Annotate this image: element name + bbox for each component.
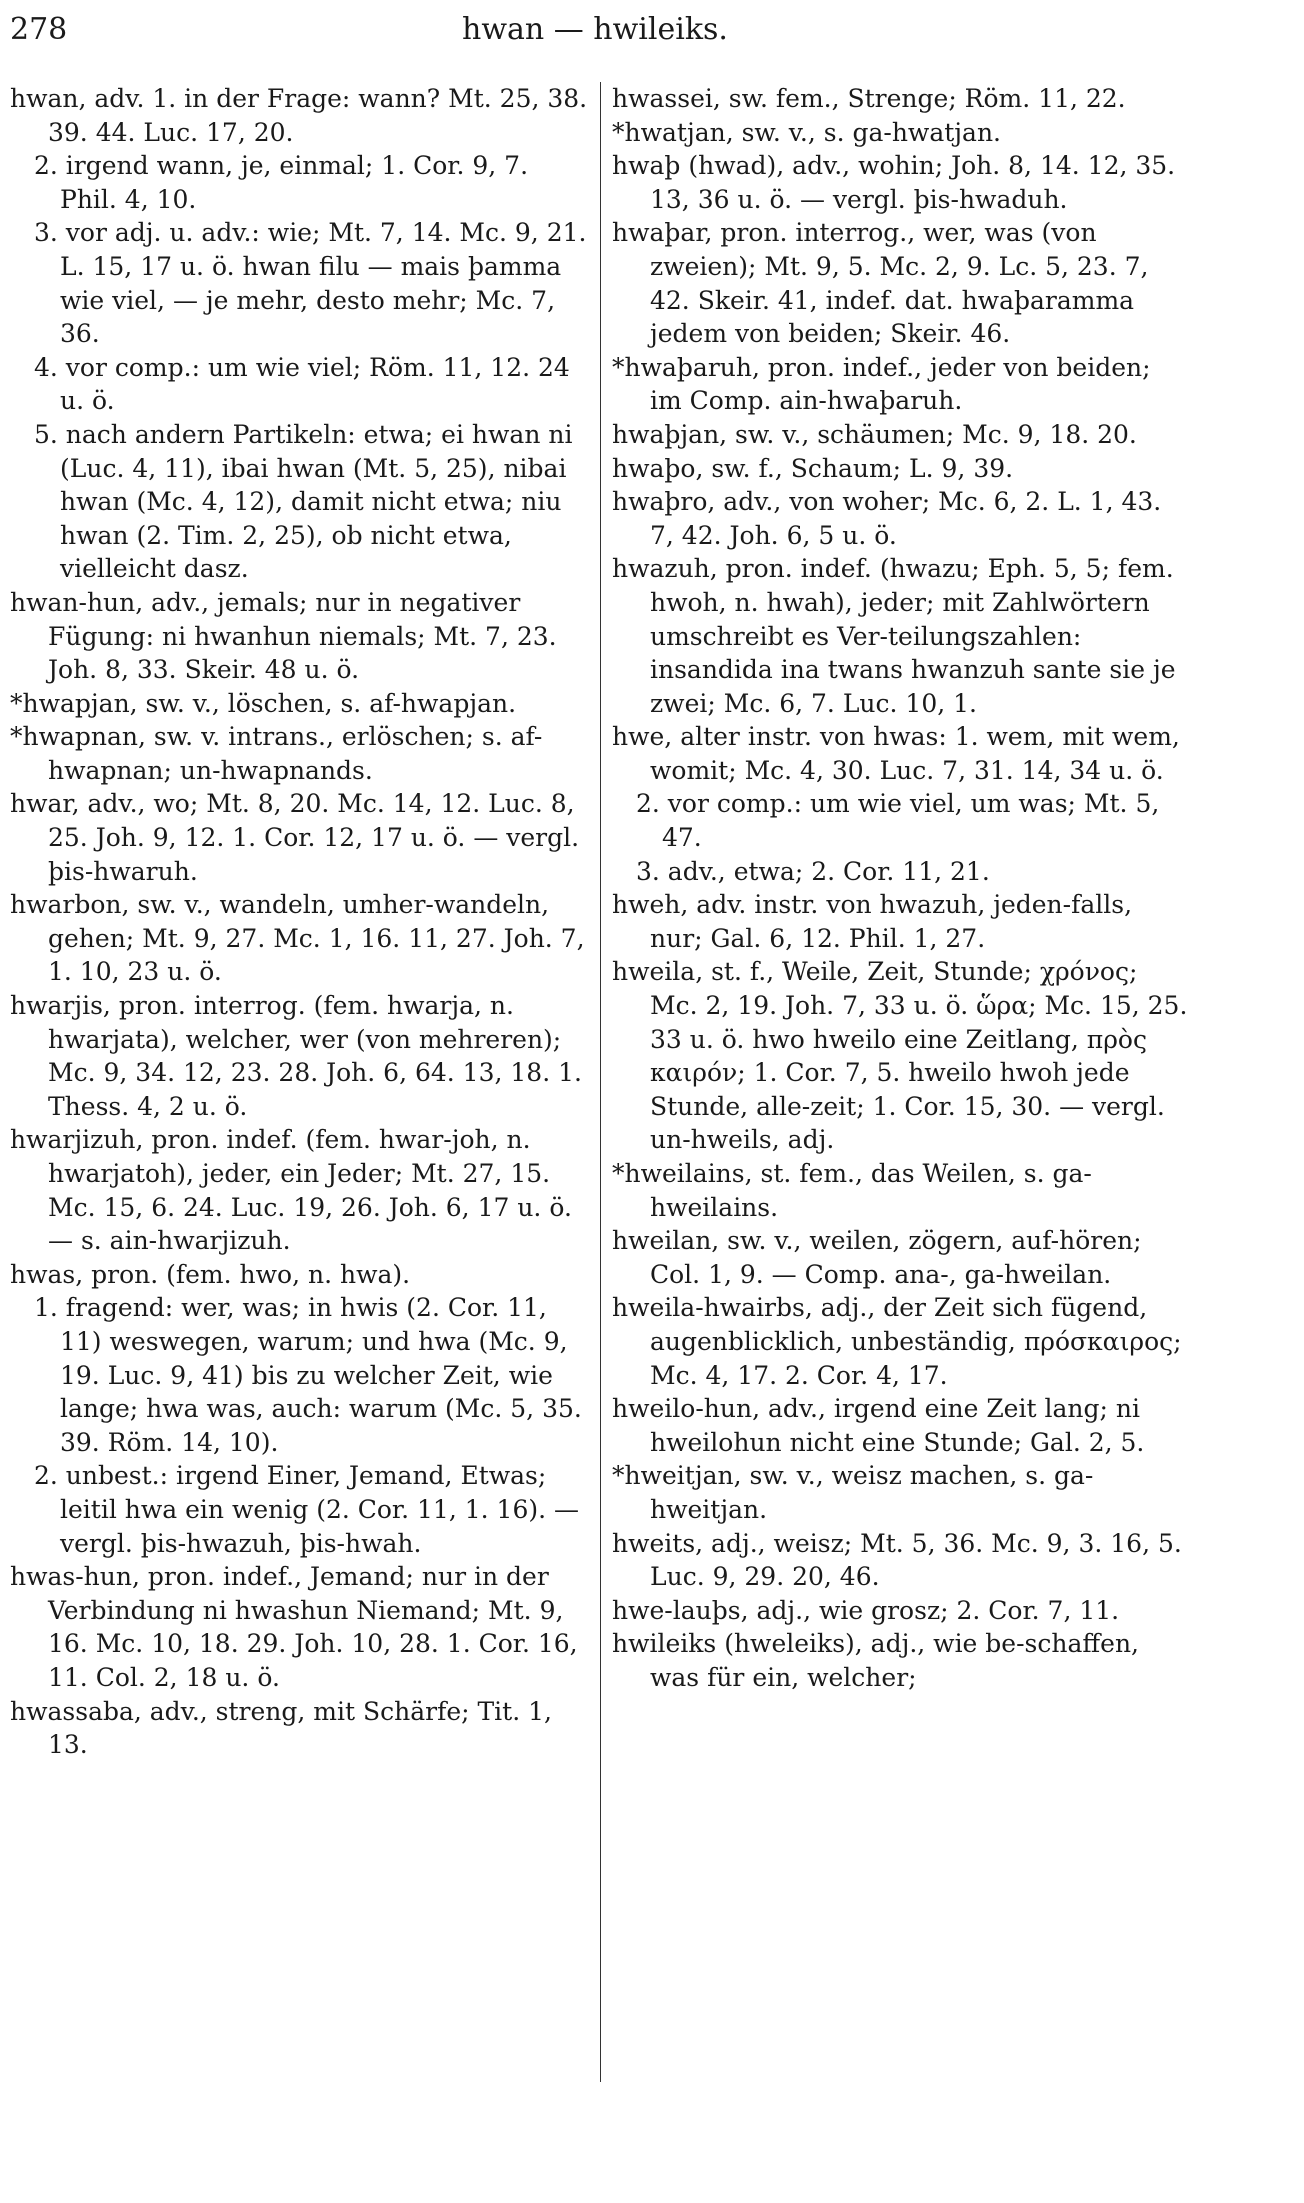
sense-item: 2. irgend wann, je, einmal; 1. Cor. 9, 7. Phil. 4, 10. (34, 151, 529, 214)
dictionary-entry: *hwapnan, sw. v. intrans., erlöschen; s. af-hwapnan; un-hwapnands. (10, 722, 543, 785)
dictionary-entry: hweits, adj., weisz; Mt. 5, 36. Mc. 9, 3. 16, 5. Luc. 9, 29. 20, 46. (612, 1528, 1182, 1592)
dictionary-entry: hwe, alter instr. von hwas: 1. wem, mit wem, womit; Mc. 4, 30. Luc. 7, 31. 14, 34 u. ö. (612, 722, 1180, 785)
dictionary-entry: hwassaba, adv., streng, mit Schärfe; Tit. 1, 13. (10, 1696, 552, 1760)
dictionary-entry: *hwatjan, sw. v., s. ga-hwatjan. (612, 117, 1001, 147)
dictionary-entry: hweila-hwairbs, adj., der Zeit sich fügend, augenblicklich, unbeständig, πρόσκαιρος; Mc. 4, 17. 2. Cor. 4, 17. (612, 1293, 1182, 1390)
dictionary-entry: hweh, adv. instr. von hwazuh, jeden-falls, nur; Gal. 6, 12. Phil. 1, 27. (612, 890, 1133, 953)
dictionary-entry: hwaþar, pron. interrog., wer, was (von zweien); Mt. 9, 5. Mc. 2, 9. Lc. 5, 23. 7, 42. Skeir. 41, indef. dat. hwaþaramma jedem von beiden; Skeir. 46. (612, 218, 1149, 349)
dictionary-entry: hwas-hun, pron. indef., Jemand; nur in der Verbindung ni hwashun Niemand; Mt. 9, 16. Mc. 10, 18. 29. Joh. 10, 28. 1. Cor. 16, 11. Col. 2, 18 u. ö. (10, 1562, 578, 1692)
sense-item: 2. vor comp.: um wie viel, um was; Mt. 5, 47. (636, 789, 1160, 853)
dictionary-entry: *hwaþaruh, pron. indef., jeder von beiden; im Comp. ain-hwaþaruh. (612, 352, 1151, 416)
dictionary-entry: hwe-lauþs, adj., wie grosz; 2. Cor. 7, 11. (612, 1595, 1120, 1625)
page-header (10, 8, 1180, 58)
dictionary-entry: hwan, adv. 1. in der Frage: wann? Mt. 25, 38. 39. 44. Luc. 17, 20. (10, 84, 588, 147)
dictionary-entry: hwaþro, adv., von woher; Mc. 6, 2. L. 1, 43. 7, 42. Joh. 6, 5 u. ö. (612, 487, 1162, 550)
dictionary-entry: hwar, adv., wo; Mt. 8, 20. Mc. 14, 12. Luc. 8, 25. Joh. 9, 12. 1. Cor. 12, 17 u. ö. — vergl. þis-hwaruh. (10, 789, 580, 886)
sense-item: 5. nach andern Partikeln: etwa; ei hwan ni (Luc. 4, 11), ibai hwan (Mt. 5, 25), nibai hwan (Mc. 4, 12), damit nicht etwa; niu hwan (2. Tim. 2, 25), ob nicht etwa, vielleicht dasz. (34, 419, 573, 584)
dictionary-entry: hweilo-hun, adv., irgend eine Zeit lang; ni hweilohun nicht eine Stunde; Gal. 2, 5. (612, 1394, 1145, 1457)
column-divider (600, 82, 601, 2082)
dictionary-entry: hweila, st. f., Weile, Zeit, Stunde; χρόνος; Mc. 2, 19. Joh. 7, 33 u. ö. ὥρα; Mc. 15, 25. 33 u. ö. hwo hweilo eine Zeitlang, πρὸς καιρόν; 1. Cor. 7, 5. hweilo hwoh jede Stunde, alle-zeit; 1. Cor. 15, 30. — vergl. un-hweils, adj. (612, 957, 1188, 1155)
dictionary-entry: hwaþo, sw. f., Schaum; L. 9, 39. (612, 453, 1014, 483)
dictionary-entry: hwas, pron. (fem. hwo, n. hwa). (10, 1259, 411, 1289)
dictionary-entry: hweilan, sw. v., weilen, zögern, auf-hören; Col. 1, 9. — Comp. ana-, ga-hweilan. (612, 1226, 1142, 1289)
dictionary-entry: hwarjis, pron. interrog. (fem. hwarja, n. hwarjata), welcher, wer (von mehreren); Mc. 9, 34. 12, 23. 28. Joh. 6, 64. 13, 18. 1. Thess. 4, 2 u. ö. (10, 991, 582, 1121)
sense-item: 3. vor adj. u. adv.: wie; Mt. 7, 14. Mc. 9, 21. L. 15, 17 u. ö. hwan filu — mais þamma wie viel, — je mehr, desto mehr; Mc. 7, 36. (34, 218, 587, 349)
dictionary-entry: hwarbon, sw. v., wandeln, umher-wandeln, gehen; Mt. 9, 27. Mc. 1, 16. 11, 27. Joh. 7, 1. 10, 23 u. ö. (10, 890, 585, 987)
dictionary-entry: hwileiks (hweleiks), adj., wie be-schaffen, was für ein, welcher; (612, 1629, 1139, 1692)
dictionary-entry: *hweilains, st. fem., das Weilen, s. ga-hweilains. (612, 1159, 1092, 1222)
dictionary-entry: *hweitjan, sw. v., weisz machen, s. ga-hweitjan. (612, 1461, 1094, 1524)
dictionary-entry: hwaþjan, sw. v., schäumen; Mc. 9, 18. 20. (612, 419, 1137, 449)
sense-item: 1. fragend: wer, was; in hwis (2. Cor. 11, 11) weswegen, warum; und hwa (Mc. 9, 19. Luc. 9, 41) bis zu welcher Zeit, wie lange; hwa was, auch: warum (Mc. 5, 35. 39. Röm. 14, 10). (34, 1293, 582, 1457)
dictionary-entry: *hwapjan, sw. v., löschen, s. af-hwapjan. (10, 688, 517, 718)
running-title: hwan — hwileiks. (462, 12, 728, 47)
sense-item: 2. unbest.: irgend Einer, Jemand, Etwas; leitil hwa ein wenig (2. Cor. 11, 1. 16). — vergl. þis-hwazuh, þis-hwah. (34, 1461, 579, 1558)
sense-item: 4. vor comp.: um wie viel; Röm. 11, 12. 24 u. ö. (34, 352, 570, 416)
dictionary-entry: hwan-hun, adv., jemals; nur in negativer Fügung: ni hwanhun niemals; Mt. 7, 23. Joh. 8, 33. Skeir. 48 u. ö. (10, 587, 557, 685)
right-column (612, 82, 1190, 1695)
dictionary-entry: hwassei, sw. fem., Strenge; Röm. 11, 22. (612, 84, 1126, 113)
dictionary-entry: hwaþ (hwad), adv., wohin; Joh. 8, 14. 12, 35. 13, 36 u. ö. — vergl. þis-hwaduh. (612, 151, 1176, 214)
page-number: 278 (10, 12, 68, 47)
dictionary-entry: hwarjizuh, pron. indef. (fem. hwar-joh, n. hwarjatoh), jeder, ein Jeder; Mt. 27, 15. Mc. 15, 6. 24. Luc. 19, 26. Joh. 6, 17 u. ö. — s. ain-hwarjizuh. (10, 1125, 572, 1256)
dictionary-entry: hwazuh, pron. indef. (hwazu; Eph. 5, 5; fem. hwoh, n. hwah), jeder; mit Zahlwörtern umschreibt es Ver-teilungszahlen: insandida ina twans hwanzuh sante sie je zwei; Mc. 6, 7. Luc. 10, 1. (612, 554, 1176, 718)
sense-item: 3. adv., etwa; 2. Cor. 11, 21. (636, 856, 990, 886)
left-column (10, 82, 588, 1762)
